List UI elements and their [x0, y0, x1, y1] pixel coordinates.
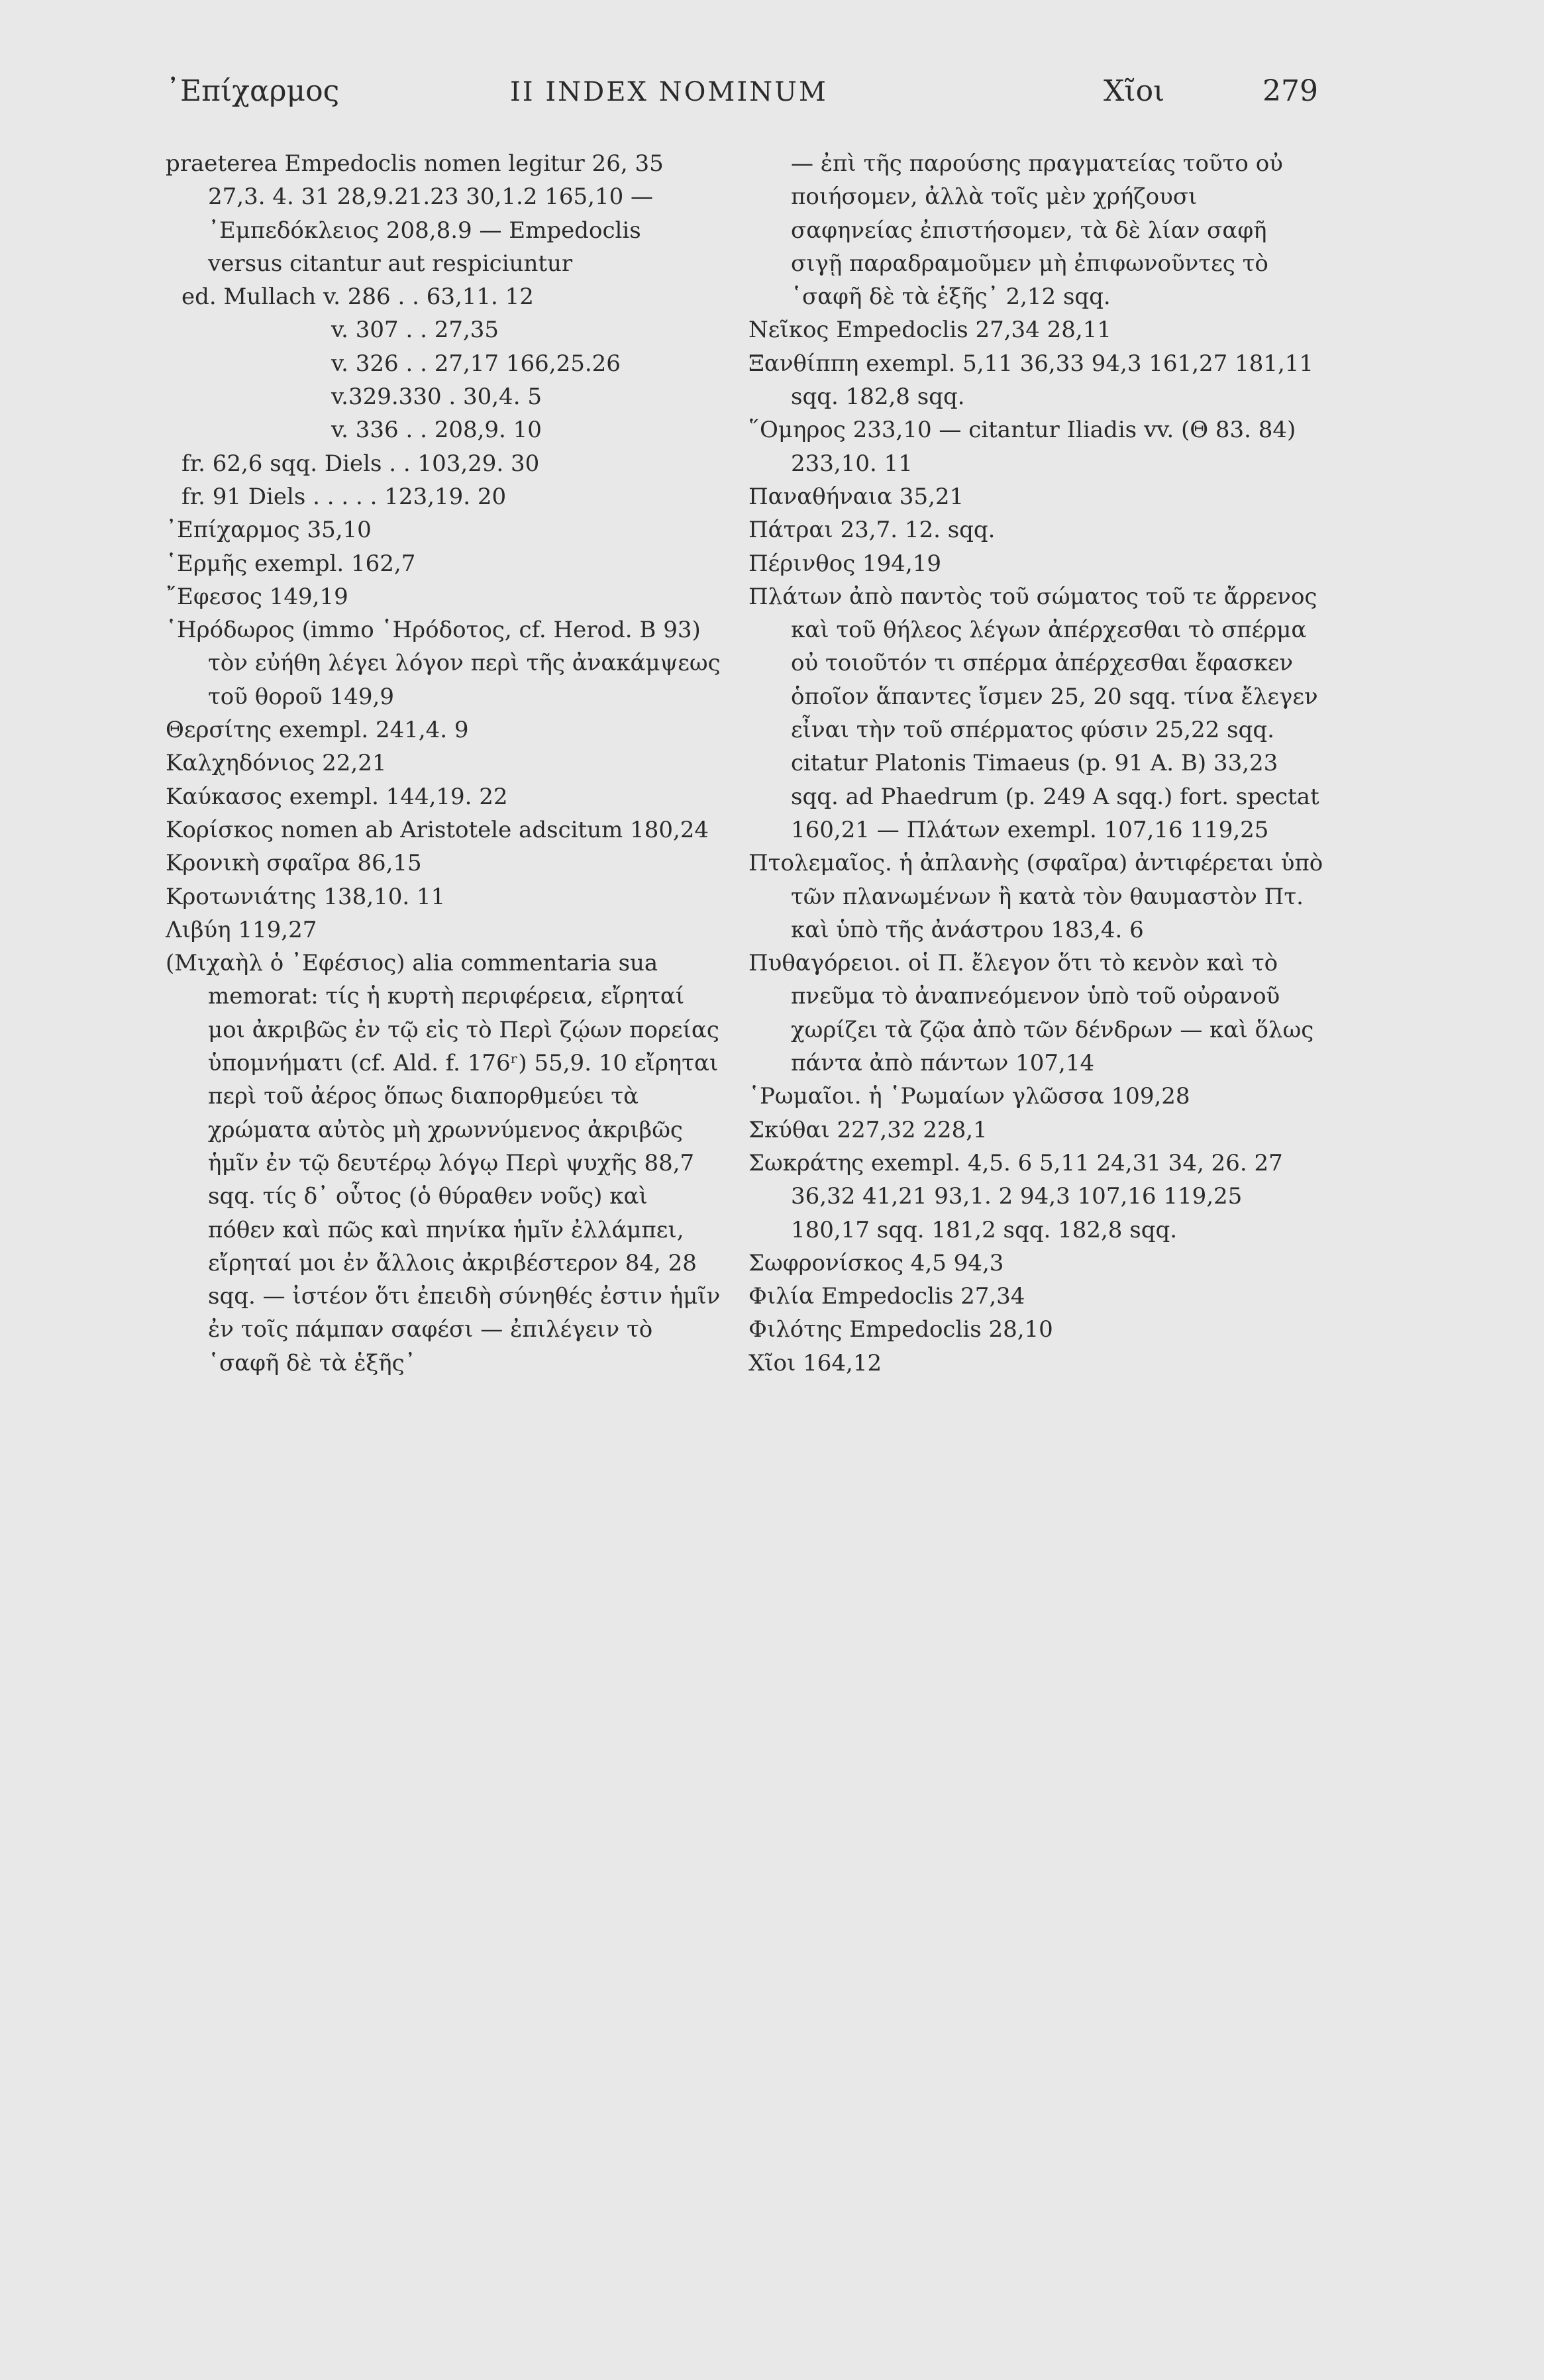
index-entry: Πέρινθος 194,19	[748, 550, 942, 577]
index-entry: Πάτραι 23,7. 12. sqq.	[748, 517, 996, 544]
index-entry: v. 326 . . 27,17 166,25.26	[331, 350, 621, 377]
index-entry: Φιλία Empedoclis 27,34	[748, 1283, 1025, 1310]
index-entry: fr. 91 Diels . . . . . 123,19. 20	[181, 483, 507, 510]
page-number: 279	[1262, 74, 1318, 108]
index-entry: Σωκράτης exempl. 4,5. 6 5,11 24,31 34, 26. 27 36,32 41,21 93,1. 2 94,3 107,16 119,25 180,17 sqq. 181,2 sqq. 182,8 sqq.	[748, 1149, 1283, 1243]
index-entry: Πυθαγόρειοι. οἱ Π. ἔλεγον ὅτι τὸ κενὸν καὶ τὸ πνεῦμα τὸ ἀναπνεόμενον ὑπὸ τοῦ οὐρανοῦ χωρίζει τὰ ζῷα ἀπὸ τῶν δένδρων — καὶ ὅλως πάντα ἀπὸ πάντων 107,14	[748, 950, 1314, 1077]
header-right-entry: Χῖοι	[1104, 74, 1165, 108]
index-entry: ᾿Επίχαρμος 35,10	[166, 517, 372, 544]
right-column	[748, 147, 1325, 1380]
index-entry: Καύκασος exempl. 144,19. 22	[166, 783, 508, 810]
index-entry: Παναθήναια 35,21	[748, 483, 964, 510]
index-entry: Πλάτων ἀπὸ παντὸς τοῦ σώματος τοῦ τε ἄρρενος καὶ τοῦ θήλεος λέγων ἀπέρχεσθαι τὸ σπέρμα οὐ τοιοῦτόν τι σπέρμα ἀπέρχεσθαι ἔφασκεν ὁποῖον ἅπαντες ἴσμεν 25, 20 sqq. τίνα ἔλεγεν εἶναι τὴν τοῦ σπέρματος φύσιν 25,22 sqq. citatur Platonis Timaeus (p. 91 A. B) 33,23 sqq. ad Phaedrum (p. 249 A sqq.) fort. spectat 160,21 — Πλάτων exempl. 107,16 119,25	[748, 583, 1319, 843]
header-left-entry: ᾿Επίχαρμος	[166, 74, 340, 108]
index-entry: ῎Εφεσος 149,19	[166, 583, 348, 610]
index-entry: ῾Ηρόδωρος (immo ῾Ηρόδοτος, cf. Herod. B 93) τὸν εὐήθη λέγει λόγον περὶ τῆς ἀνακάμψεως τοῦ θοροῦ 149,9	[166, 617, 721, 710]
index-entry: Πτολεμαῖος. ἡ ἀπλανὴς (σφαῖρα) ἀντιφέρεται ὑπὸ τῶν πλανωμένων ἢ κατὰ τὸν θαυμαστὸν Πτ. καὶ ὑπὸ τῆς ἀνάστρου 183,4. 6	[748, 850, 1323, 943]
index-entry: Φιλότης Empedoclis 28,10	[748, 1316, 1053, 1343]
index-entry: ῾Ρωμαῖοι. ἡ ῾Ρωμαίων γλῶσσα 109,28	[748, 1083, 1190, 1110]
index-entry: (Μιχαὴλ ὁ ᾿Εφέσιος) alia commentaria sua memorat: τίς ἡ κυρτὴ περιφέρεια, εἴρηταί μοι ἀκριβῶς ἐν τῷ εἰς τὸ Περὶ ζῴων πορείας ὑπομνήματι (cf. Ald. f. 176ʳ) 55,9. 10 εἴρηται περὶ τοῦ ἀέρος ὅπως διαπορθμεύει τὰ χρώματα αὐτὸς μὴ χρωννύμενος ἀκριβῶς ἡμῖν ἐν τῷ δευτέρῳ λόγῳ Περὶ ψυχῆς 88,7 sqq. τίς δ᾿ οὗτος (ὁ θύραθεν νοῦς) καὶ πόθεν καὶ πῶς καὶ πηνίκα ἡμῖν ἐλλάμπει, εἴρηταί μοι ἐν ἄλλοις ἀκριβέστερον 84, 28 sqq. — ἰστέον ὅτι ἐπειδὴ σύνηθές ἐστιν ἡμῖν ἐν τοῖς πάμπαν σαφέσι — ἐπιλέγειν τὸ ῾σαφῆ δὲ τὰ ἑξῆς᾿	[166, 950, 721, 1376]
index-entry: ῾Ερμῆς exempl. 162,7	[166, 550, 416, 577]
index-entry: Κρονικὴ σφαῖρα 86,15	[166, 850, 422, 877]
index-entry: v. 307 . . 27,35	[331, 317, 499, 344]
header-section-title: II INDEX NOMINUM	[510, 77, 828, 107]
index-entry: v. 336 . . 208,9. 10	[331, 417, 542, 444]
index-entry: Νεῖκος Empedoclis 27,34 28,11	[748, 317, 1111, 344]
index-entry: Κορίσκος nomen ab Aristotele adscitum 180,24	[166, 816, 709, 843]
index-entry: Καλχηδόνιος 22,21	[166, 750, 387, 777]
index-entry: ed. Mullach v. 286 . . 63,11. 12	[181, 284, 534, 311]
index-entry: v.329.330 . 30,4. 5	[331, 384, 542, 411]
index-entry: Ξανθίππη exempl. 5,11 36,33 94,3 161,27 181,11 sqq. 182,8 sqq.	[748, 350, 1314, 411]
left-column	[166, 147, 722, 1380]
index-entry: Κροτωνιάτης 138,10. 11	[166, 883, 446, 910]
index-entry: Σωφρονίσκος 4,5 94,3	[748, 1249, 1004, 1276]
index-entry: Χῖοι 164,12	[748, 1349, 882, 1376]
index-entry-continuation: — ἐπὶ τῆς παρούσης πραγματείας τοῦτο οὐ ποιήσομεν, ἀλλὰ τοῖς μὲν χρήζουσι σαφηνείας ἐπιστήσομεν, τὰ δὲ λίαν σαφῆ σιγῇ παραδραμοῦμεν μὴ ἐπιφωνοῦντες τὸ ῾σαφῆ δὲ τὰ ἑξῆς᾿ 2,12 sqq.	[791, 150, 1283, 311]
running-header	[166, 74, 1318, 121]
index-entry: fr. 62,6 sqq. Diels . . 103,29. 30	[181, 450, 540, 477]
index-entry: ῞Ομηρος 233,10 — citantur Iliadis vv. (Θ 83. 84) 233,10. 11	[748, 417, 1296, 477]
index-entry: Θερσίτης exempl. 241,4. 9	[166, 717, 469, 744]
index-entry: Σκύθαι 227,32 228,1	[748, 1116, 988, 1143]
index-entry: praeterea Empedoclis nomen legitur 26, 35 27,3. 4. 31 28,9.21.23 30,1.2 165,10 — ᾿Εμπεδόκλειος 208,8.9 — Empedoclis versus citantur aut respiciuntur	[166, 150, 664, 277]
index-entry: Λιβύη 119,27	[166, 916, 317, 943]
